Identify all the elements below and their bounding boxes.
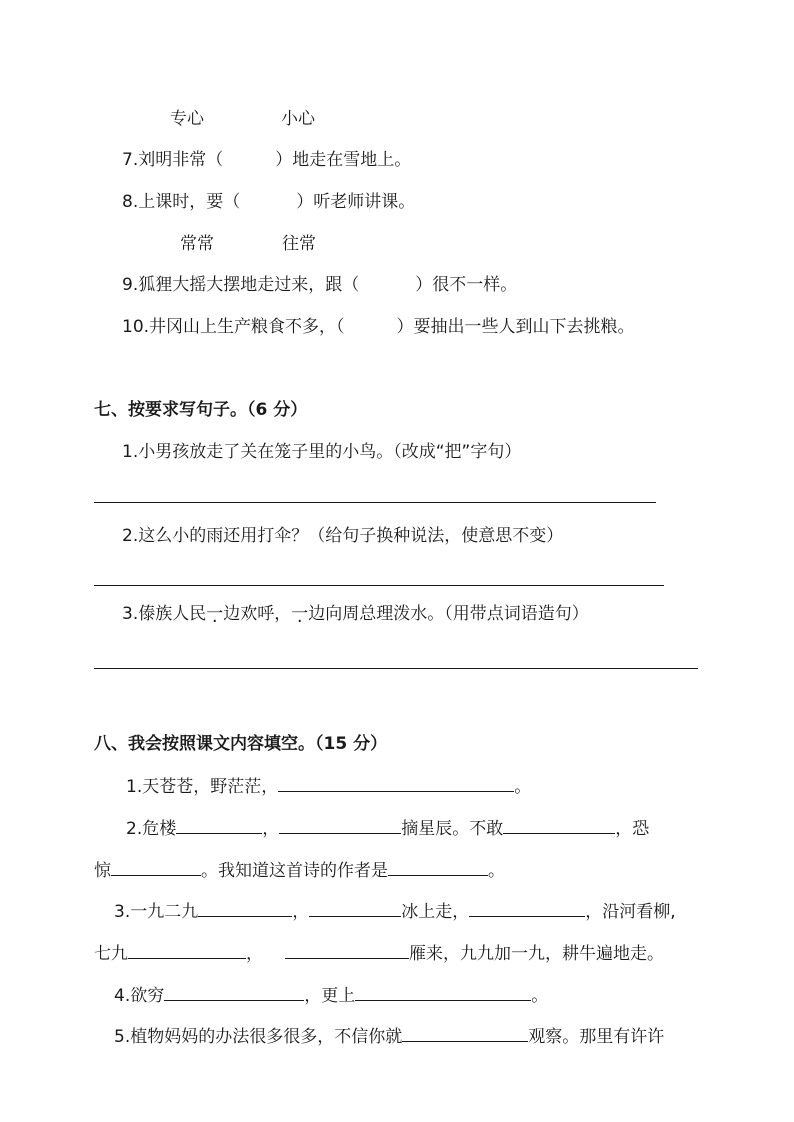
question-text: ）很不一样。 [415,275,518,295]
question-9 [122,274,517,296]
text: ， [292,902,310,922]
text: 七九 [94,944,128,964]
answer-blank[interactable] [402,1025,528,1042]
answer-line[interactable] [94,668,698,669]
text: 边向周总理泼水。（用带点词语造句） [308,604,589,624]
question-text: 1.小男孩放走了关在笼子里的小鸟。（改成“把”字句） [122,442,522,462]
question-text [122,603,589,625]
text: ，恐 [615,819,650,839]
section-heading: 七、按要求写句子。（6 分） [94,400,308,420]
question-text: 2.这么小的雨还用打伞？（给句子换种说法，使意思不变） [122,526,564,546]
section-heading: 八、我会按照课文内容填空。（15 分） [94,734,388,754]
text: ，更上 [304,986,356,1006]
question-text: 8.上课时，要（ [122,192,241,212]
question-text: ）要抽出一些人到山下去挑粮。 [396,317,635,337]
word-option: 往常 [282,234,316,254]
question-3 [114,900,676,923]
answer-blank[interactable] [111,859,201,876]
answer-line[interactable] [94,585,664,586]
text: 冰上走， [401,902,470,922]
text: 观察。那里有许许 [528,1027,665,1047]
answer-blank[interactable] [355,984,531,1001]
dotted-word: 一 [291,604,309,624]
text: 2.危楼 [126,819,177,839]
answer-blank[interactable] [128,942,246,959]
answer-blank[interactable] [309,900,401,917]
question-text: 7.刘明非常（ [122,150,224,170]
answer-blank[interactable] [198,900,292,917]
question-1 [126,775,531,798]
text: 。 [531,986,549,1006]
text: 3.傣族人民 [122,604,207,624]
question-8 [122,191,415,213]
text: 4.欲穷 [114,986,165,1006]
answer-line[interactable] [94,502,656,503]
word-option: 小心 [281,109,315,129]
question-10 [122,316,635,338]
question-5 [114,1025,664,1048]
text: 。 [514,777,532,797]
question-text: ）地走在雪地上。 [275,150,412,170]
text: 摘星辰。不敢 [401,819,504,839]
answer-blank[interactable] [278,775,514,792]
text: 。 [488,861,505,881]
answer-blank[interactable] [279,817,401,834]
text: 。我知道这首诗的作者是 [201,861,388,881]
answer-blank[interactable] [388,859,488,876]
word-option: 专心 [170,109,204,129]
text: 边欢呼， [223,604,292,624]
question-3-continued [94,942,664,965]
question-2-continued [94,859,505,882]
text: ， [246,944,263,964]
question-4 [114,984,548,1007]
question-text: 9.狐狸大摇大摆地走过来，跟（ [122,275,360,295]
word-option: 常常 [180,234,214,254]
question-2 [126,817,649,840]
text: 惊 [94,861,111,881]
answer-blank[interactable] [164,984,304,1001]
text: 雁来，九九加一九，耕牛遍地走。 [409,944,664,964]
answer-blank[interactable] [176,817,262,834]
answer-blank[interactable] [285,942,409,959]
question-text: 10.井冈山上生产粮食不多，（ [122,317,345,337]
answer-blank[interactable] [503,817,615,834]
text: ， [262,819,280,839]
text: 3.一九二九 [114,902,199,922]
text: 1.天苍苍，野茫茫， [126,777,279,797]
question-7 [122,149,411,171]
text: 5.植物妈妈的办法很多很多，不信你就 [114,1027,403,1047]
question-text: ）听老师讲课。 [296,192,416,212]
answer-blank[interactable] [469,900,585,917]
text: ，沿河看柳, [585,902,676,922]
dotted-word: 一 [206,604,224,624]
